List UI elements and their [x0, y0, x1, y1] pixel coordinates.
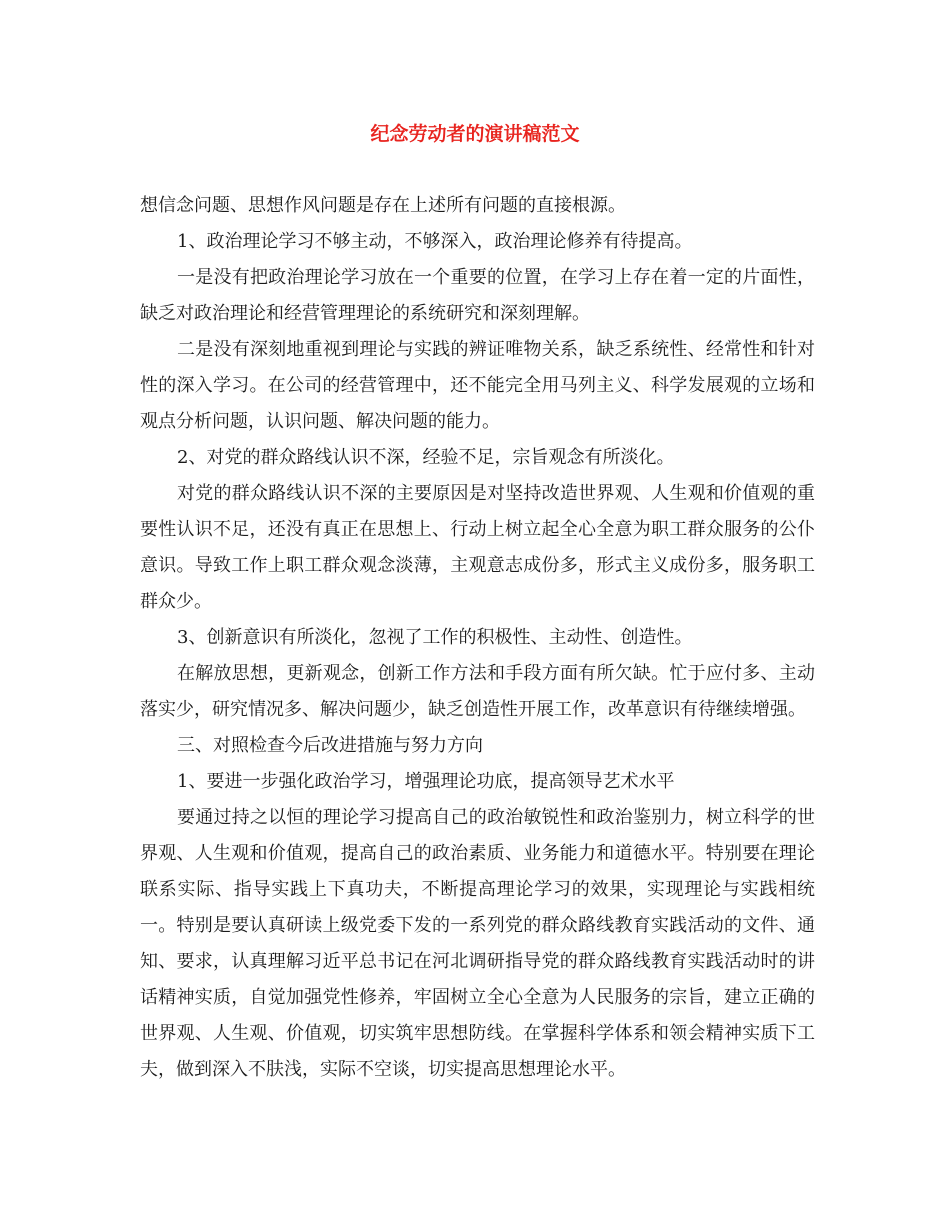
- paragraph: 一是没有把政治理论学习放在一个重要的位置，在学习上存在着一定的片面性，缺乏对政治理论和经营管理理论的系统研究和深刻理解。: [140, 267, 815, 324]
- paragraph: 1、政治理论学习不够主动，不够深入，政治理论修养有待提高。: [177, 231, 693, 252]
- paragraph: 对党的群众路线认识不深的主要原因是对坚持改造世界观、人生观和价值观的重要性认识不足，还没有真正在思想上、行动上树立起全心全意为职工群众服务的公仆意识。导致工作上职工群众观念淡薄，主观意志成份多，形式主义成份多，服务职工群众少。: [140, 483, 815, 612]
- paragraph: 二是没有深刻地重视到理论与实践的辨证唯物关系，缺乏系统性、经常性和针对性的深入学习。在公司的经营管理中，还不能完全用马列主义、科学发展观的立场和观点分析问题，认识问题、解决问题的能力。: [140, 339, 815, 432]
- paragraph: 在解放思想，更新观念，创新工作方法和手段方面有所欠缺。忙于应付多、主动落实少，研究情况多、解决问题少，缺乏创造性开展工作，改革意识有待继续增强。: [140, 663, 815, 720]
- document-title: 纪念劳动者的演讲稿范文: [370, 123, 580, 145]
- paragraph: 要通过持之以恒的理论学习提高自己的政治敏锐性和政治鉴别力，树立科学的世界观、人生观和价值观，提高自己的政治素质、业务能力和道德水平。特别要在理论联系实际、指导实践上下真功夫，不断提高理论学习的效果，实现理论与实践相统一。特别是要认真研读上级党委下发的一系列党的群众路线教育实践活动的文件、通知、要求，认真理解习近平总书记在河北调研指导党的群众路线教育实践活动时的讲话精神实质，自觉加强党性修养，牢固树立全心全意为人民服务的宗旨，建立正确的世界观、人生观、价值观，切实筑牢思想防线。在掌握科学体系和领会精神实质下工夫，做到深入不肤浅，实际不空谈，切实提高思想理论水平。: [140, 807, 815, 1080]
- paragraph: 2、对党的群众路线认识不深，经验不足，宗旨观念有所淡化。: [177, 447, 675, 468]
- paragraph: 三、对照检查今后改进措施与努力方向: [177, 735, 483, 756]
- paragraph: 1、要进一步强化政治学习，增强理论功底，提高领导艺术水平: [177, 771, 675, 792]
- paragraph: 3、创新意识有所淡化，忽视了工作的积极性、主动性、创造性。: [177, 627, 693, 648]
- paragraph: 想信念问题、思想作风问题是存在上述所有问题的直接根源。: [140, 195, 626, 216]
- document-body: [140, 188, 815, 1088]
